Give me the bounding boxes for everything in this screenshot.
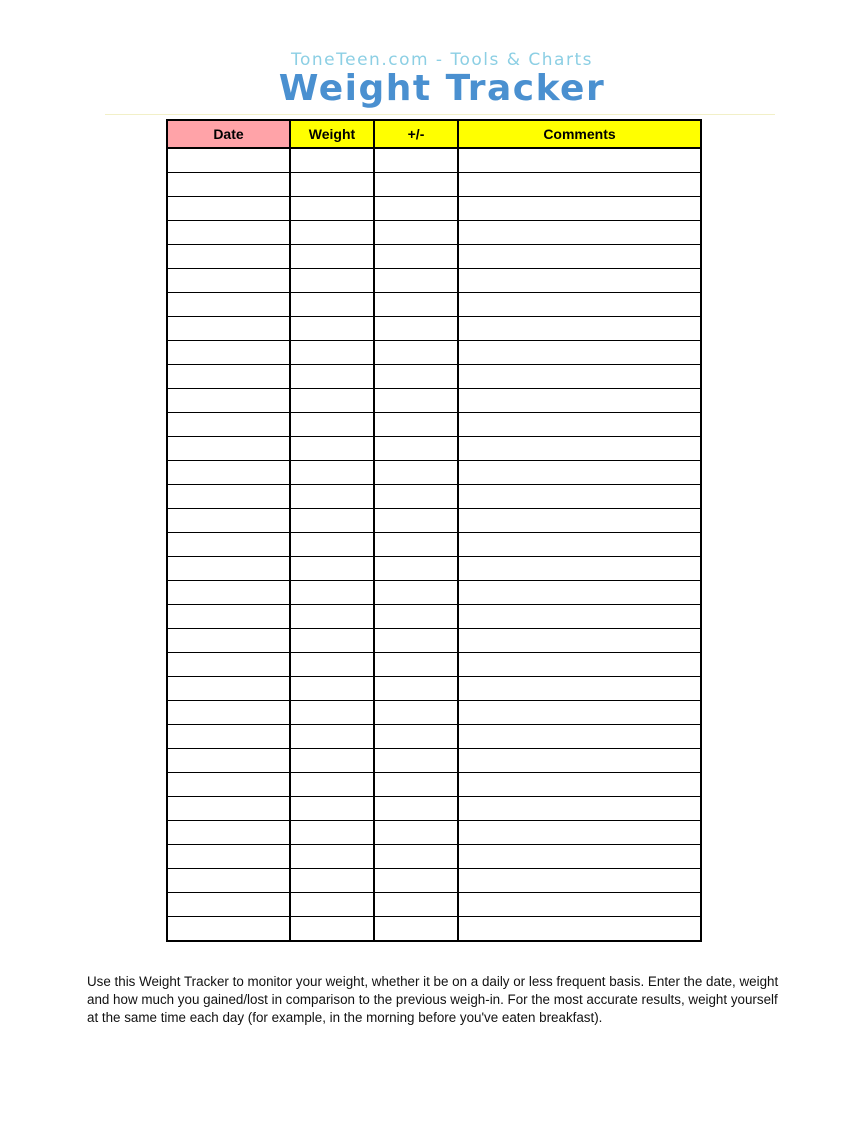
cell-weight[interactable] — [290, 893, 374, 917]
cell-date[interactable] — [167, 173, 290, 197]
cell-date[interactable] — [167, 557, 290, 581]
table-row — [167, 749, 701, 773]
cell-date[interactable] — [167, 437, 290, 461]
cell-change[interactable] — [374, 917, 458, 942]
table-row — [167, 437, 701, 461]
cell-date[interactable] — [167, 221, 290, 245]
cell-comments[interactable] — [458, 341, 701, 365]
cell-change[interactable] — [374, 221, 458, 245]
table-row — [167, 629, 701, 653]
cell-change[interactable] — [374, 269, 458, 293]
cell-weight[interactable] — [290, 869, 374, 893]
table-row — [167, 269, 701, 293]
cell-weight[interactable] — [290, 365, 374, 389]
cell-weight[interactable] — [290, 148, 374, 173]
cell-date[interactable] — [167, 485, 290, 509]
cell-weight[interactable] — [290, 269, 374, 293]
cell-weight[interactable] — [290, 605, 374, 629]
cell-change[interactable] — [374, 341, 458, 365]
cell-date[interactable] — [167, 725, 290, 749]
cell-change[interactable] — [374, 797, 458, 821]
cell-weight[interactable] — [290, 533, 374, 557]
cell-weight[interactable] — [290, 485, 374, 509]
cell-weight[interactable] — [290, 341, 374, 365]
cell-weight[interactable] — [290, 845, 374, 869]
table-row — [167, 485, 701, 509]
cell-comments[interactable] — [458, 701, 701, 725]
cell-date[interactable] — [167, 533, 290, 557]
cell-comments[interactable] — [458, 533, 701, 557]
cell-comments[interactable] — [458, 461, 701, 485]
cell-date[interactable] — [167, 413, 290, 437]
table-header-row — [167, 120, 701, 148]
cell-date[interactable] — [167, 845, 290, 869]
column-header-change: +/- — [374, 120, 458, 148]
cell-comments[interactable] — [458, 293, 701, 317]
cell-comments[interactable] — [458, 797, 701, 821]
cell-change[interactable] — [374, 317, 458, 341]
cell-date[interactable] — [167, 365, 290, 389]
cell-date[interactable] — [167, 749, 290, 773]
cell-weight[interactable] — [290, 677, 374, 701]
cell-change[interactable] — [374, 581, 458, 605]
cell-change[interactable] — [374, 701, 458, 725]
cell-comments[interactable] — [458, 437, 701, 461]
cell-comments[interactable] — [458, 389, 701, 413]
table-row — [167, 581, 701, 605]
table-row — [167, 221, 701, 245]
cell-change[interactable] — [374, 485, 458, 509]
cell-weight[interactable] — [290, 437, 374, 461]
cell-change[interactable] — [374, 293, 458, 317]
cell-date[interactable] — [167, 629, 290, 653]
cell-weight[interactable] — [290, 725, 374, 749]
cell-change[interactable] — [374, 677, 458, 701]
cell-date[interactable] — [167, 197, 290, 221]
cell-weight[interactable] — [290, 653, 374, 677]
cell-date[interactable] — [167, 653, 290, 677]
cell-comments[interactable] — [458, 197, 701, 221]
table-row — [167, 605, 701, 629]
table-row — [167, 197, 701, 221]
cell-comments[interactable] — [458, 221, 701, 245]
cell-weight[interactable] — [290, 293, 374, 317]
cell-change[interactable] — [374, 365, 458, 389]
cell-comments[interactable] — [458, 605, 701, 629]
cell-date[interactable] — [167, 677, 290, 701]
cell-comments[interactable] — [458, 917, 701, 942]
cell-change[interactable] — [374, 725, 458, 749]
column-header-date: Date — [167, 120, 290, 148]
cell-change[interactable] — [374, 821, 458, 845]
table-body — [167, 148, 701, 941]
table-row — [167, 917, 701, 942]
cell-change[interactable] — [374, 173, 458, 197]
table-row — [167, 893, 701, 917]
cell-weight[interactable] — [290, 749, 374, 773]
cell-date[interactable] — [167, 605, 290, 629]
cell-comments[interactable] — [458, 869, 701, 893]
cell-comments[interactable] — [458, 893, 701, 917]
table-row — [167, 725, 701, 749]
table-row — [167, 245, 701, 269]
cell-date[interactable] — [167, 269, 290, 293]
cell-change[interactable] — [374, 245, 458, 269]
cell-date[interactable] — [167, 917, 290, 942]
cell-change[interactable] — [374, 461, 458, 485]
cell-weight[interactable] — [290, 701, 374, 725]
cell-comments[interactable] — [458, 653, 701, 677]
cell-change[interactable] — [374, 509, 458, 533]
table-row — [167, 869, 701, 893]
cell-date[interactable] — [167, 701, 290, 725]
table-row — [167, 845, 701, 869]
table-row — [167, 293, 701, 317]
table-row — [167, 173, 701, 197]
table-row — [167, 461, 701, 485]
cell-change[interactable] — [374, 605, 458, 629]
cell-date[interactable] — [167, 797, 290, 821]
column-header-weight: Weight — [290, 120, 374, 148]
cell-change[interactable] — [374, 629, 458, 653]
table-row — [167, 533, 701, 557]
cell-change[interactable] — [374, 653, 458, 677]
cell-date[interactable] — [167, 821, 290, 845]
cell-change[interactable] — [374, 197, 458, 221]
table-row — [167, 341, 701, 365]
site-subtitle: ToneTeen.com - Tools & Charts — [291, 50, 593, 70]
cell-comments[interactable] — [458, 413, 701, 437]
cell-weight[interactable] — [290, 461, 374, 485]
cell-change[interactable] — [374, 749, 458, 773]
cell-weight[interactable] — [290, 413, 374, 437]
table-row — [167, 677, 701, 701]
cell-comments[interactable] — [458, 845, 701, 869]
cell-weight[interactable] — [290, 221, 374, 245]
cell-change[interactable] — [374, 893, 458, 917]
cell-comments[interactable] — [458, 317, 701, 341]
cell-date[interactable] — [167, 461, 290, 485]
cell-comments[interactable] — [458, 749, 701, 773]
header-divider — [105, 114, 775, 115]
cell-date[interactable] — [167, 293, 290, 317]
cell-date[interactable] — [167, 317, 290, 341]
table-row — [167, 365, 701, 389]
cell-date[interactable] — [167, 869, 290, 893]
cell-weight[interactable] — [290, 821, 374, 845]
table-row — [167, 797, 701, 821]
cell-date[interactable] — [167, 893, 290, 917]
table-row — [167, 413, 701, 437]
cell-change[interactable] — [374, 148, 458, 173]
cell-comments[interactable] — [458, 629, 701, 653]
cell-weight[interactable] — [290, 389, 374, 413]
cell-comments[interactable] — [458, 485, 701, 509]
cell-weight[interactable] — [290, 629, 374, 653]
cell-weight[interactable] — [290, 197, 374, 221]
cell-weight[interactable] — [290, 245, 374, 269]
cell-change[interactable] — [374, 533, 458, 557]
cell-date[interactable] — [167, 509, 290, 533]
cell-date[interactable] — [167, 341, 290, 365]
column-header-comments: Comments — [458, 120, 701, 148]
cell-weight[interactable] — [290, 557, 374, 581]
cell-weight[interactable] — [290, 773, 374, 797]
table-row — [167, 509, 701, 533]
cell-comments[interactable] — [458, 173, 701, 197]
cell-change[interactable] — [374, 557, 458, 581]
table-row — [167, 653, 701, 677]
cell-change[interactable] — [374, 389, 458, 413]
cell-weight[interactable] — [290, 581, 374, 605]
table-row — [167, 821, 701, 845]
table-row — [167, 701, 701, 725]
table-row — [167, 148, 701, 173]
cell-date[interactable] — [167, 389, 290, 413]
cell-date[interactable] — [167, 148, 290, 173]
cell-comments[interactable] — [458, 725, 701, 749]
cell-change[interactable] — [374, 845, 458, 869]
weight-tracker-table — [166, 119, 702, 942]
cell-comments[interactable] — [458, 269, 701, 293]
cell-change[interactable] — [374, 413, 458, 437]
cell-weight[interactable] — [290, 797, 374, 821]
cell-comments[interactable] — [458, 821, 701, 845]
instructions-text: Use this Weight Tracker to monitor your weight, whether it be on a daily or less frequent basis. Enter the date, weight and how much you gained/lost in comparison to the previous weigh-in. For the most accurate results, weight yourself at the same time each day (for example, in the morning before you've eaten breakfast). — [87, 974, 779, 1025]
cell-comments[interactable] — [458, 677, 701, 701]
cell-comments[interactable] — [458, 773, 701, 797]
cell-comments[interactable] — [458, 148, 701, 173]
table-row — [167, 557, 701, 581]
cell-date[interactable] — [167, 773, 290, 797]
cell-comments[interactable] — [458, 581, 701, 605]
cell-change[interactable] — [374, 773, 458, 797]
cell-comments[interactable] — [458, 557, 701, 581]
table-row — [167, 317, 701, 341]
cell-date[interactable] — [167, 245, 290, 269]
cell-weight[interactable] — [290, 173, 374, 197]
cell-weight[interactable] — [290, 917, 374, 942]
cell-change[interactable] — [374, 437, 458, 461]
table-row — [167, 773, 701, 797]
cell-weight[interactable] — [290, 317, 374, 341]
page-title: Weight Tracker — [278, 68, 606, 109]
table-row — [167, 389, 701, 413]
cell-weight[interactable] — [290, 509, 374, 533]
cell-date[interactable] — [167, 581, 290, 605]
cell-comments[interactable] — [458, 245, 701, 269]
cell-comments[interactable] — [458, 365, 701, 389]
cell-change[interactable] — [374, 869, 458, 893]
cell-comments[interactable] — [458, 509, 701, 533]
